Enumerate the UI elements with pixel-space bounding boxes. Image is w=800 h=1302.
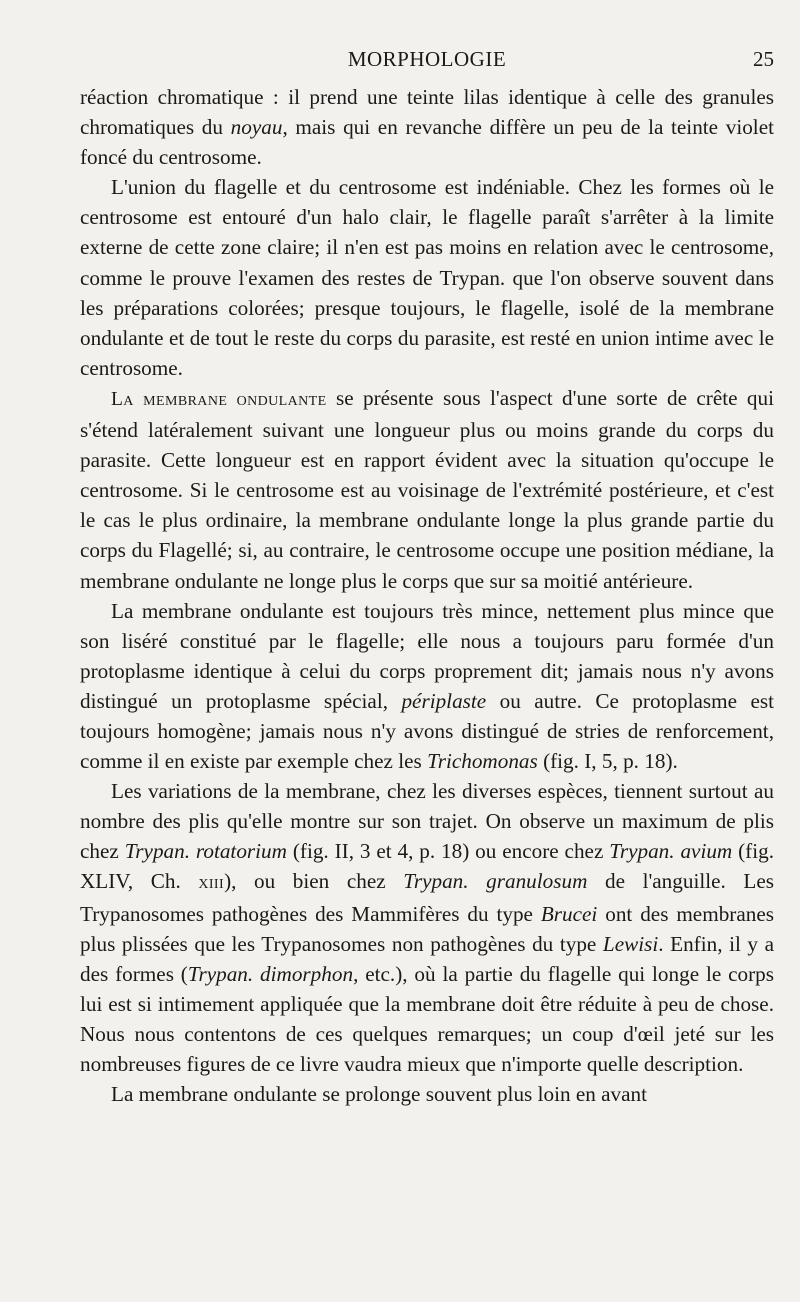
text-run: Les variations de la membrane, chez les diverses espèces, tiennent surtout au nombre des plis qu'elle montre sur son trajet. On observe un maximum de plis chez [80, 779, 774, 864]
running-head [80, 44, 774, 74]
italic-term: Brucei [540, 901, 598, 926]
text-run: (fig. I, 5, p. 18). [537, 749, 678, 774]
italic-term: noyau [230, 115, 283, 140]
italic-term: Trypan. avium [609, 839, 733, 864]
text-run: (fig. XLIV, Ch. [80, 839, 774, 894]
running-title: MORPHOLOGIE [347, 47, 507, 71]
roman-numeral: xiii [198, 872, 225, 894]
paragraph-6 [80, 1079, 774, 1109]
text-run: L'union du flagelle et du centrosome est indéniable. Chez les formes où le centrosome est entouré d'un halo clair, le flagelle paraît s'arrêter à la limite externe de cette zone claire; il n'en est pas moins en relation avec le centrosome, comme le prouve l'examen des restes de Trypan. que l'on observe souvent dans les préparations colorées; presque toujours, le flagelle, isolé de la membrane ondulante et de tout le reste du corps du parasite, est resté en union intime avec le centrosome. [80, 175, 774, 380]
italic-term: Trypan. dimorphon [187, 961, 354, 986]
small-caps-heading: La membrane ondulante [111, 388, 327, 410]
italic-term: Trypan. granulosum [403, 869, 588, 894]
text-run: (fig. II, 3 et 4, p. 18) ou encore chez [286, 839, 610, 864]
paragraph-4 [80, 596, 774, 777]
text-run: La membrane ondulante est toujours très mince, nettement plus mince que son liséré constitué par le flagelle; elle nous a toujours paru formée d'un protoplasme identique à celui du corps proprement dit; jamais nous n'y avons distingué un protoplasme spécial, [80, 598, 774, 713]
italic-term: Lewisi [602, 931, 659, 956]
text-run: réaction chromatique : il prend une teinte lilas identique à celle des granules chromatiques du [80, 85, 774, 140]
text-run: de l'anguille. Les Trypanosomes pathogènes des Mammifères du type [80, 869, 774, 926]
italic-term: Trichomonas [427, 749, 538, 774]
text-run: se présente sous l'aspect d'une sorte de crête qui s'étend latéralement suivant une longueur plus ou moins grande du corps du parasite. Cette longueur est en rapport évident avec la situation qu'occupe le centrosome. Si le centrosome est au voisinage de l'extrémité postérieure, et c'est le cas le plus ordinaire, la membrane ondulante longe la plus grande partie du corps du Flagellé; si, au contraire, le centrosome occupe une position médiane, la membrane ondulante ne longe plus le corps que sur sa moitié antérieure. [80, 385, 774, 593]
text-run: , etc.), où la partie du flagelle qui longe le corps lui est si intimement appliquée que la membrane doit être réduite à peu de chose. Nous nous contentons de ces quelques remarques; un coup d'œil jeté sur les nombreuses figures de ce livre vaudra mieux que n'importe quelle description. [80, 961, 775, 1076]
page-number: 25 [753, 47, 774, 71]
text-run: ou autre. Ce protoplasme est toujours homogène; jamais nous n'y avons distingué de stries de renforcement, comme il en existe par exemple chez les [80, 688, 774, 774]
text-run: ), ou bien chez [224, 869, 404, 894]
paragraph-1 [80, 82, 774, 172]
paragraph-3 [80, 383, 774, 596]
italic-term: périplaste [401, 688, 487, 713]
text-run: La membrane ondulante se prolonge souvent plus loin en avant [111, 1082, 648, 1107]
text-run: ont des membranes plus plissées que les Trypanosomes non pathogènes du type [80, 901, 774, 956]
paragraph-5 [80, 776, 774, 1079]
text-run: , mais qui en revanche diffère un peu de la teinte violet foncé du centrosome. [80, 115, 774, 170]
body-text [80, 82, 774, 1109]
text-run: . Enfin, il y a des formes ( [80, 931, 774, 986]
italic-term: Trypan. rotatorium [124, 839, 287, 864]
paragraph-2 [80, 172, 774, 383]
